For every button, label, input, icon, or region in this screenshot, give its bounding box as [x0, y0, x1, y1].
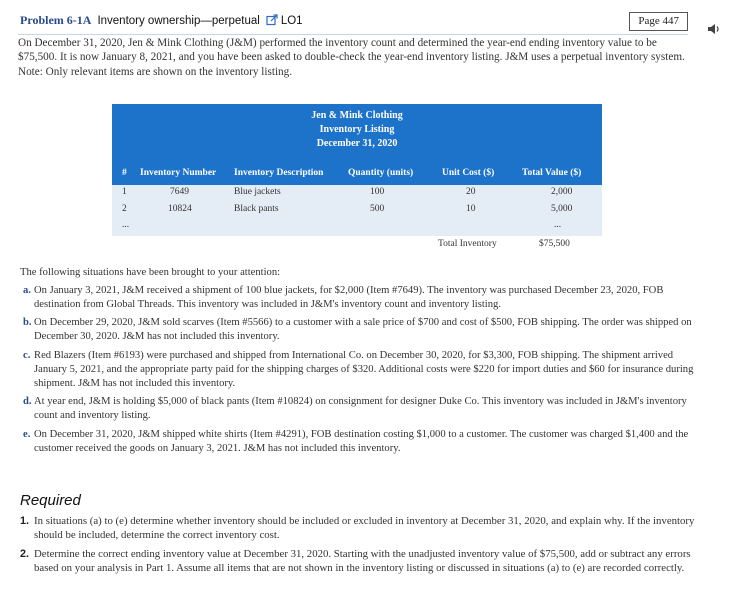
cell-row-number: 2 — [122, 204, 127, 214]
required-list — [20, 514, 695, 580]
item-text: On December 31, 2020, J&M shipped white shirts (Item #4291), FOB destination costing $1,000 to a customer. The customer was charged $1,400 and the customer received the goods on January 3, 2021. J&M has not included this inventory. — [34, 428, 689, 454]
cell-ellipsis: ... — [554, 220, 562, 230]
problem-header — [18, 10, 688, 35]
list-item — [20, 428, 695, 456]
item-text: On January 3, 2021, J&M received a shipment of 100 blue jackets, for $2,000 (Item #7649). The inventory was purchased December 23, 2020, FOB destination from Global Threads. This inventory was included in J&M's inventory count and inventory listing. — [34, 284, 664, 310]
table-title-date: December 31, 2020 — [316, 138, 398, 149]
required-heading: Required — [20, 492, 81, 509]
table-header-row — [112, 161, 602, 185]
item-label: 2. — [20, 548, 30, 560]
item-label: c. — [23, 349, 31, 361]
cell-total-value: 5,000 — [551, 204, 573, 214]
cell-description: Black pants — [234, 204, 279, 214]
col-description: Inventory Description — [234, 168, 324, 178]
col-quantity: Quantity (units) — [348, 168, 414, 178]
list-item — [20, 316, 695, 344]
cell-inventory-number: 10824 — [168, 204, 192, 214]
table-total-row — [112, 236, 602, 254]
item-label: 1. — [20, 515, 30, 527]
list-item — [20, 514, 695, 542]
cell-ellipsis: ... — [122, 220, 130, 230]
cell-inventory-number: 7649 — [170, 187, 189, 197]
list-item — [20, 284, 695, 312]
cell-row-number: 1 — [122, 187, 127, 197]
total-inventory-label: Total Inventory — [438, 239, 497, 249]
situations-list — [20, 284, 695, 456]
item-text: Red Blazers (Item #6193) were purchased and shipped from International Co. on December 30, 2020, for $3,300, FOB shipping. The shipment arrived January 5, 2021, and the appropriate party paid for the shipping charges of $320. Additional costs were $220 for import duties and $60 for insurance during shipment. J&M has not included this inventory. — [34, 349, 694, 389]
situations-lead: The following situations have been brought to your attention: — [20, 267, 281, 278]
item-text: In situations (a) to (e) determine whether inventory should be included or excluded in inventory at December 31, 2020, and explain why. If the inventory should be included, determine the correct inventory cost. — [34, 515, 695, 541]
list-item — [20, 547, 695, 575]
total-inventory-value: $75,500 — [539, 239, 570, 249]
item-text: At year end, J&M is holding $5,000 of black pants (Item #10824) on consignment for designer Duke Co. This inventory was included in J&M's inventory count and inventory listing. — [34, 396, 687, 422]
cell-description: Blue jackets — [234, 187, 281, 197]
external-link-icon[interactable] — [266, 14, 278, 30]
problem-name: Inventory ownership—perpetual — [97, 15, 260, 27]
cell-quantity: 500 — [370, 204, 385, 214]
item-text: Determine the correct ending inventory value at December 31, 2020. Starting with the unadjusted inventory value of $75,500, add or subtract any errors based on your analysis in Part 1. Assume all items that are not shown in the inventory listing or discussed in situations (a) to (e) are recorded correctly. — [34, 548, 691, 574]
problem-title — [20, 13, 303, 30]
problem-number: Problem 6-1A — [20, 13, 92, 27]
item-label: d. — [23, 396, 32, 408]
col-unit-cost: Unit Cost ($) — [442, 168, 495, 178]
speaker-icon[interactable] — [707, 22, 721, 34]
table-title — [112, 104, 602, 161]
col-total-value: Total Value ($) — [522, 168, 582, 178]
cell-quantity: 100 — [370, 187, 385, 197]
page-number-tag: Page 447 — [629, 12, 688, 31]
list-item — [20, 349, 695, 390]
cell-unit-cost: 10 — [466, 204, 476, 214]
table-title-company: Jen & Mink Clothing — [311, 110, 403, 121]
col-inventory-number: Inventory Number — [140, 168, 217, 178]
item-label: a. — [23, 284, 31, 296]
cell-unit-cost: 20 — [466, 187, 476, 197]
inventory-listing-table — [112, 104, 602, 254]
cell-total-value: 2,000 — [551, 187, 573, 197]
situations-section — [20, 266, 695, 461]
table-title-listing: Inventory Listing — [319, 124, 395, 135]
table-body — [112, 185, 602, 254]
item-text: On December 29, 2020, J&M sold scarves (Item #5566) to a customer with a sale price of $700 and cost of $500, FOB shipping. The order was shipped on December 30, 2020. J&M has not included this inventory. — [34, 317, 692, 343]
item-label: e. — [23, 428, 31, 440]
problem-intro: On December 31, 2020, Jen & Mink Clothing (J&M) performed the inventory count and determined the year-end ending inventory value to be $75,500. It is now January 8, 2021, and you have been asked to double-check the year-end inventory listing. J&M uses a perpetual inventory system. Note: Only relevant items are shown on the inventory listing. — [18, 37, 685, 78]
learning-objective: LO1 — [280, 15, 303, 27]
list-item — [20, 395, 695, 423]
item-label: b. — [23, 317, 32, 329]
col-number: # — [122, 168, 127, 178]
